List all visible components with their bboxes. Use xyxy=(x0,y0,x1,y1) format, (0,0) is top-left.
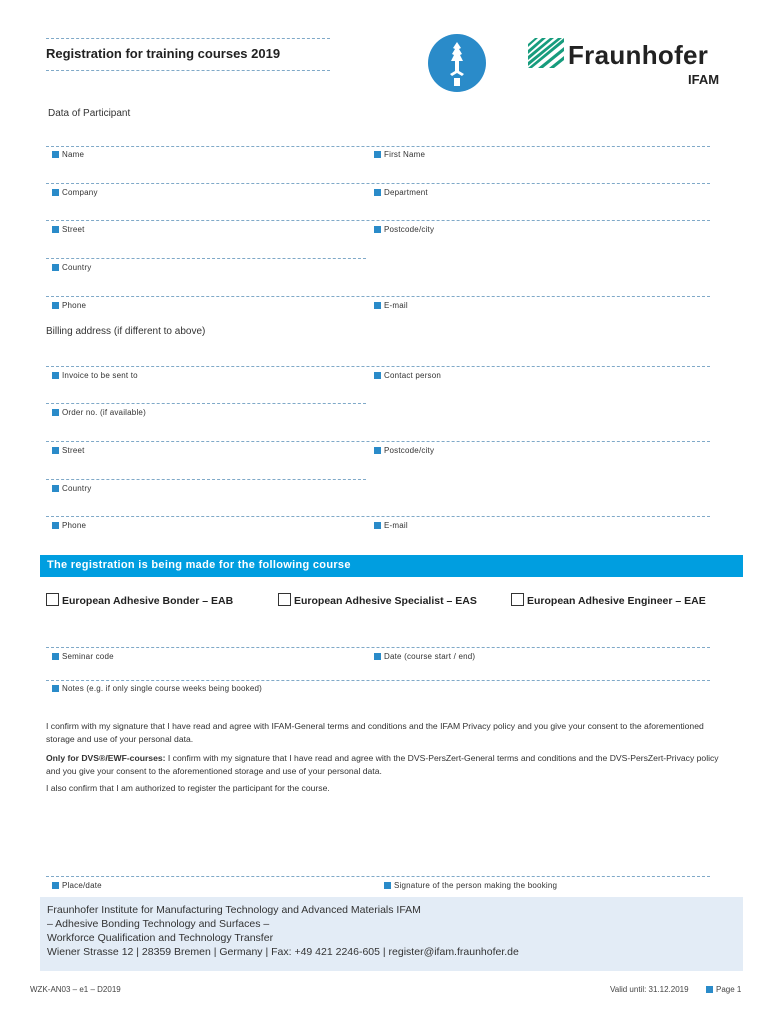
billing-street-label: Street xyxy=(52,446,85,455)
checkbox[interactable] xyxy=(46,593,59,606)
row-rule xyxy=(46,258,366,259)
place-date-label: Place/date xyxy=(52,881,102,890)
billing-email-label: E-mail xyxy=(374,521,408,530)
contact-person-field[interactable] xyxy=(374,383,708,403)
course-date-field[interactable] xyxy=(374,664,708,680)
row-rule xyxy=(46,146,710,147)
course-date-label: Date (course start / end) xyxy=(374,652,475,661)
row-rule xyxy=(46,516,710,517)
course-option-label: European Adhesive Engineer – EAE xyxy=(527,595,706,607)
row-rule xyxy=(46,220,710,221)
institute-line-4: Wiener Strasse 12 | 28359 Bremen | Germany | Fax: +49 421 2246-605 | register@ifam.fraunhofer.de xyxy=(47,946,519,958)
phone-label: Phone xyxy=(52,301,86,310)
billing-email-field[interactable] xyxy=(374,533,708,549)
company-field[interactable] xyxy=(52,200,366,220)
department-label: Department xyxy=(374,188,428,197)
consent-authorized: I also confirm that I am authorized to register the participant for the course. xyxy=(46,783,330,793)
checkbox[interactable] xyxy=(278,593,291,606)
consent-dvs xyxy=(46,752,726,778)
institute-line-2: – Adhesive Bonding Technology and Surfaces – xyxy=(47,918,270,930)
emblem-figure-icon xyxy=(428,34,486,92)
country-label: Country xyxy=(52,263,91,272)
page-number-text: Page 1 xyxy=(716,985,742,994)
billing-phone-label: Phone xyxy=(52,521,86,530)
billing-country-label: Country xyxy=(52,484,91,493)
row-rule xyxy=(46,680,710,681)
title-rule-top xyxy=(46,38,330,39)
email-field[interactable] xyxy=(374,313,708,329)
course-option-eas[interactable] xyxy=(278,593,477,607)
institute-line-1: Fraunhofer Institute for Manufacturing Technology and Advanced Materials IFAM xyxy=(47,904,421,916)
seminar-code-field[interactable] xyxy=(52,664,366,680)
street-label: Street xyxy=(52,225,85,234)
country-field[interactable] xyxy=(52,275,366,295)
invoice-to-field[interactable] xyxy=(52,383,366,403)
billing-heading: Billing address (if different to above) xyxy=(46,326,206,337)
row-rule xyxy=(46,479,366,480)
row-rule xyxy=(46,403,366,404)
name-label: Name xyxy=(52,150,84,159)
row-rule xyxy=(46,183,710,184)
consent-dvs-text: I confirm with my signature that I have read and agree with the DVS-PersZert-General terms and conditions and the DVS-PersZert-Privacy policy and you give your consent to the aforementioned storage and use of your personal data. xyxy=(46,753,719,776)
page-title: Registration for training courses 2019 xyxy=(46,46,281,61)
name-field[interactable] xyxy=(52,162,366,182)
seminar-code-label: Seminar code xyxy=(52,652,114,661)
department-field[interactable] xyxy=(374,200,708,220)
signature-field[interactable] xyxy=(384,856,708,876)
institute-line-3: Workforce Qualification and Technology Transfer xyxy=(47,932,274,944)
billing-phone-field[interactable] xyxy=(52,533,366,549)
signature-label: Signature of the person making the booking xyxy=(384,881,557,890)
course-option-eab[interactable] xyxy=(46,593,233,607)
course-option-eae[interactable] xyxy=(511,593,706,607)
row-rule xyxy=(46,647,710,648)
fraunhofer-mark-icon xyxy=(528,38,564,68)
invoice-to-label: Invoice to be sent to xyxy=(52,371,138,380)
emblem-logo xyxy=(428,34,486,92)
valid-until: Valid until: 31.12.2019 xyxy=(610,985,689,994)
course-banner-text: The registration is being made for the following course xyxy=(47,559,351,571)
checkbox[interactable] xyxy=(511,593,524,606)
row-rule xyxy=(46,366,710,367)
company-label: Company xyxy=(52,188,98,197)
page-number xyxy=(706,985,741,994)
email-label: E-mail xyxy=(374,301,408,310)
notes-field[interactable] xyxy=(52,696,706,712)
place-date-field[interactable] xyxy=(52,856,366,876)
billing-street-field[interactable] xyxy=(52,458,366,478)
postcode-city-label: Postcode/city xyxy=(374,225,434,234)
row-rule xyxy=(46,296,710,297)
street-field[interactable] xyxy=(52,237,366,257)
billing-postcode-city-field[interactable] xyxy=(374,458,708,478)
consent-general: I confirm with my signature that I have read and agree with IFAM-General terms and conditions and the IFAM Privacy policy and you give your consent to the aforementioned storage and use of your personal data. xyxy=(46,721,704,744)
course-option-label: European Adhesive Specialist – EAS xyxy=(294,595,477,607)
title-rule-bottom xyxy=(46,70,330,71)
postcode-city-field[interactable] xyxy=(374,237,708,257)
fraunhofer-logo xyxy=(528,38,564,73)
course-banner xyxy=(40,555,743,577)
first-name-label: First Name xyxy=(374,150,425,159)
square-icon xyxy=(706,986,713,993)
course-option-label: European Adhesive Bonder – EAB xyxy=(62,595,234,607)
row-rule xyxy=(46,876,710,877)
order-no-label: Order no. (if available) xyxy=(52,408,146,417)
first-name-field[interactable] xyxy=(374,162,708,182)
consent-dvs-lead: Only for DVS®/EWF-courses: xyxy=(46,753,166,763)
participant-heading: Data of Participant xyxy=(48,108,131,119)
order-no-field[interactable] xyxy=(52,420,366,440)
billing-postcode-city-label: Postcode/city xyxy=(374,446,434,455)
brand-name: Fraunhofer xyxy=(568,40,709,70)
contact-person-label: Contact person xyxy=(374,371,441,380)
billing-country-field[interactable] xyxy=(52,496,366,516)
notes-label: Notes (e.g. if only single course weeks being booked) xyxy=(52,684,262,693)
row-rule xyxy=(46,441,710,442)
doc-code: WZK-AN03 – e1 – D2019 xyxy=(30,985,121,994)
institute-box xyxy=(40,897,743,971)
brand-unit: IFAM xyxy=(688,72,720,87)
